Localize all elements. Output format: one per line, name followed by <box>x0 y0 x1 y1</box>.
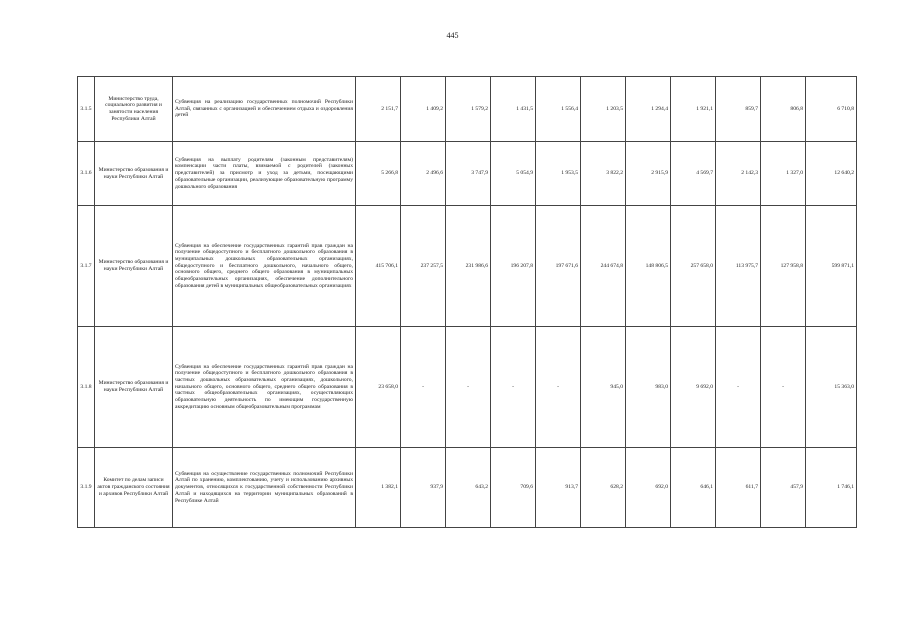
value-cell: 3 747,9 <box>446 142 491 206</box>
value-cell: 4 569,7 <box>671 142 716 206</box>
value-cell: 1 921,1 <box>671 77 716 142</box>
value-cell: 1 382,1 <box>356 448 401 528</box>
value-cell: 945,0 <box>581 327 626 448</box>
organization-cell: Министерство образования и науки Республики Алтай <box>95 327 173 448</box>
value-cell: 2 496,6 <box>401 142 446 206</box>
value-cell: 23 658,0 <box>356 327 401 448</box>
value-cell: 599 871,1 <box>806 206 857 327</box>
value-cell: 1 409,2 <box>401 77 446 142</box>
value-cell: 2 151,7 <box>356 77 401 142</box>
row-number: 3.1.5 <box>78 77 95 142</box>
table-row <box>78 206 857 327</box>
value-cell: 5 054,9 <box>491 142 536 206</box>
value-cell: - <box>446 327 491 448</box>
value-cell: 1 327,0 <box>761 142 806 206</box>
row-number: 3.1.9 <box>78 448 95 528</box>
value-cell: 415 706,1 <box>356 206 401 327</box>
value-cell: 806,8 <box>761 77 806 142</box>
value-cell: 1 579,2 <box>446 77 491 142</box>
value-cell: - <box>761 327 806 448</box>
organization-cell: Комитет по делам записи актов гражданского состояния и архивов Республики Алтай <box>95 448 173 528</box>
row-number: 3.1.6 <box>78 142 95 206</box>
value-cell: - <box>536 327 581 448</box>
organization-cell: Министерство образования и науки Республики Алтай <box>95 206 173 327</box>
description-cell: Субвенция на реализацию государственных полномочий Республики Алтай, связанных с организацией и обеспечением отдыха и оздоровления детей <box>173 77 356 142</box>
value-cell: 257 658,0 <box>671 206 716 327</box>
organization-cell: Министерство труда, социального развития и занятости населения Республики Алтай <box>95 77 173 142</box>
description-cell: Субвенция на выплату родителям (законным представителям) компенсации части платы, взимаемой с родителей (законных представителей) за присмотр и уход за детьми, посещающими образовательные организации, реализующие образовательную программу дошкольного образования <box>173 142 356 206</box>
organization-cell: Министерство образования и науки Республики Алтай <box>95 142 173 206</box>
description-cell: Субвенция на осуществление государственных полномочий Республики Алтай по хранению, комплектованию, учету и использованию архивных документов, относящихся к государственной собственности Республики Алтай и находящихся на территории муниципальных образований в Республике Алтай <box>173 448 356 528</box>
value-cell: 913,7 <box>536 448 581 528</box>
value-cell: 9 692,0 <box>671 327 716 448</box>
value-cell: 197 671,6 <box>536 206 581 327</box>
value-cell: 611,7 <box>716 448 761 528</box>
value-cell: 1 431,5 <box>491 77 536 142</box>
value-cell: 692,0 <box>626 448 671 528</box>
value-cell: 1 746,1 <box>806 448 857 528</box>
value-cell: 3 822,2 <box>581 142 626 206</box>
value-cell: 12 640,2 <box>806 142 857 206</box>
value-cell: 6 710,8 <box>806 77 857 142</box>
value-cell: - <box>491 327 536 448</box>
table-row <box>78 327 857 448</box>
value-cell: 628,2 <box>581 448 626 528</box>
table-row <box>78 142 857 206</box>
value-cell: 1 203,5 <box>581 77 626 142</box>
value-cell: 5 266,8 <box>356 142 401 206</box>
value-cell: 231 986,6 <box>446 206 491 327</box>
subvention-table <box>77 76 857 528</box>
table-row <box>78 77 857 142</box>
value-cell: 457,9 <box>761 448 806 528</box>
row-number: 3.1.7 <box>78 206 95 327</box>
row-number: 3.1.8 <box>78 327 95 448</box>
value-cell: 983,0 <box>626 327 671 448</box>
value-cell: 148 806,5 <box>626 206 671 327</box>
value-cell: 1 294,4 <box>626 77 671 142</box>
value-cell: 859,7 <box>716 77 761 142</box>
value-cell: 196 207,8 <box>491 206 536 327</box>
value-cell: 646,1 <box>671 448 716 528</box>
page-number: 445 <box>446 31 459 40</box>
value-cell: 113 975,7 <box>716 206 761 327</box>
value-cell: - <box>716 327 761 448</box>
value-cell: 937,9 <box>401 448 446 528</box>
table-row <box>78 448 857 528</box>
value-cell: 1 953,5 <box>536 142 581 206</box>
value-cell: 15 363,0 <box>806 327 857 448</box>
value-cell: 2 142,3 <box>716 142 761 206</box>
value-cell: 127 958,8 <box>761 206 806 327</box>
value-cell: 709,6 <box>491 448 536 528</box>
description-cell: Субвенция на обеспечение государственных гарантий прав граждан на получение общедоступного и бесплатного дошкольного образования в муниципальных дошкольных образовательных организациях, общедоступного и бесплатного дошкольного, начального общего, основного общего, среднего общего образования в муниципальных общеобразовательных организациях, обеспечение дополнительного образования детей в муниципальных общеобразовательных организациях <box>173 206 356 327</box>
value-cell: - <box>401 327 446 448</box>
description-cell: Субвенция на обеспечение государственных гарантий прав граждан на получение общедоступного и бесплатного дошкольного образования в частных дошкольных образовательных организациях, дошкольного, начального общего, основного общего, среднего общего образования в частных общеобразовательных организациях, осуществляющих образовательную деятельность по имеющим государственную аккредитацию основным общеобразовательным программам <box>173 327 356 448</box>
value-cell: 244 674,8 <box>581 206 626 327</box>
value-cell: 237 257,5 <box>401 206 446 327</box>
value-cell: 643,2 <box>446 448 491 528</box>
value-cell: 2 915,9 <box>626 142 671 206</box>
value-cell: 1 556,4 <box>536 77 581 142</box>
